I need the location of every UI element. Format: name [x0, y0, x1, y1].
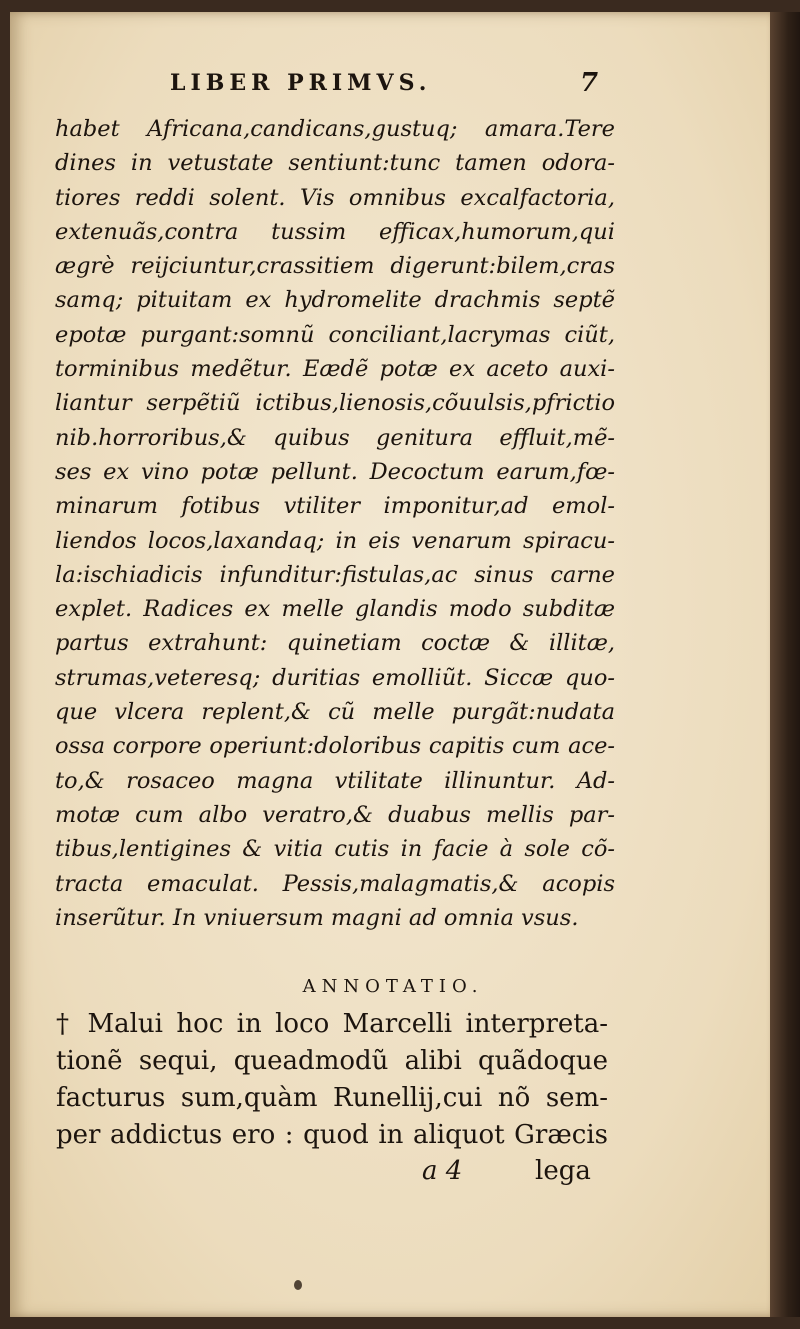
text-line: inserũtur. In vniuersum magni ad omnia vsus. — [55, 904, 579, 931]
annotation-line: facturus sum,quàm Runellij,cui nõ sem- — [56, 1083, 608, 1113]
text-line: liantur serpẽtiũ ictibus,lienosis,cõuulsis,pfrictio — [55, 390, 615, 417]
text-line: strumas,veteresq; duritias emolliũt. Siccæ quo- — [55, 664, 615, 691]
running-head — [10, 68, 776, 104]
annotation-line: tionẽ sequi, queadmodũ alibi quãdoque — [56, 1046, 608, 1076]
text-line: minarum fotibus vtiliter imponitur,ad emol- — [55, 493, 615, 520]
text-line: samq; pituitam ex hydromelite drachmis septẽ — [55, 287, 615, 314]
text-line: motæ cum albo veratro,& duabus mellis par- — [55, 801, 615, 828]
text-line: que vlcera replent,& cũ melle purgãt:nudata — [55, 699, 615, 726]
running-title: LIBER PRIMVS. — [170, 70, 432, 96]
text-line: liendos locos,laxandaq; in eis venarum spiracu- — [55, 527, 615, 554]
folio-number: 7 — [580, 68, 599, 98]
text-line: torminibus medẽtur. Eædẽ potæ ex aceto auxi- — [55, 356, 615, 383]
book-page — [10, 12, 776, 1317]
annotation-text — [56, 1006, 608, 1154]
text-line: nib.horroribus,& quibus genitura effluit,mẽ- — [55, 424, 615, 451]
signature-mark: a 4 — [422, 1156, 463, 1186]
text-line: tracta emaculat. Pessis,malagmatis,& acopis — [55, 870, 615, 897]
text-line: tibus,lentigines & vitia cutis in facie à sole cõ- — [55, 836, 615, 863]
annotation-heading: ANNOTATIO. — [302, 976, 484, 997]
text-line: la:ischiadicis infunditur:fistulas,ac sinus carne — [55, 561, 615, 588]
text-line: ses ex vino potæ pellunt. Decoctum earum,fœ- — [55, 458, 615, 485]
text-line: partus extrahunt: quinetiam coctæ & illitæ, — [55, 630, 615, 657]
text-line: tiores reddi solent. Vis omnibus excalfactoria, — [55, 184, 615, 211]
main-text — [55, 112, 615, 935]
text-line: ægrè reijciuntur,crassitiem digerunt:bilem,cras — [55, 253, 615, 280]
annotation-line: per addictus ero : quod in aliquot Græcis — [56, 1120, 608, 1150]
text-line: extenuãs,contra tussim efficax,humorum,qui — [55, 218, 615, 245]
page-footer — [10, 1156, 776, 1192]
text-line: habet Africana,candicans,gustuq; amara.Tere — [55, 116, 615, 142]
text-line: ossa corpore operiunt:doloribus capitis cum ace- — [55, 733, 615, 760]
text-line: to,& rosaceo magna vtilitate illinuntur. Ad- — [55, 767, 615, 794]
book-edge — [770, 12, 800, 1317]
ink-speck — [294, 1280, 302, 1290]
catchword: lega — [535, 1156, 591, 1186]
text-line: dines in vetustate sentiunt:tunc tamen odora- — [55, 150, 615, 177]
text-line: epotæ purgant:somnũ conciliant,lacrymas ciũt, — [55, 321, 615, 348]
text-line: explet. Radices ex melle glandis modo subditæ — [55, 596, 615, 623]
annotation-line: † Malui hoc in loco Marcelli interpreta- — [56, 1009, 608, 1039]
